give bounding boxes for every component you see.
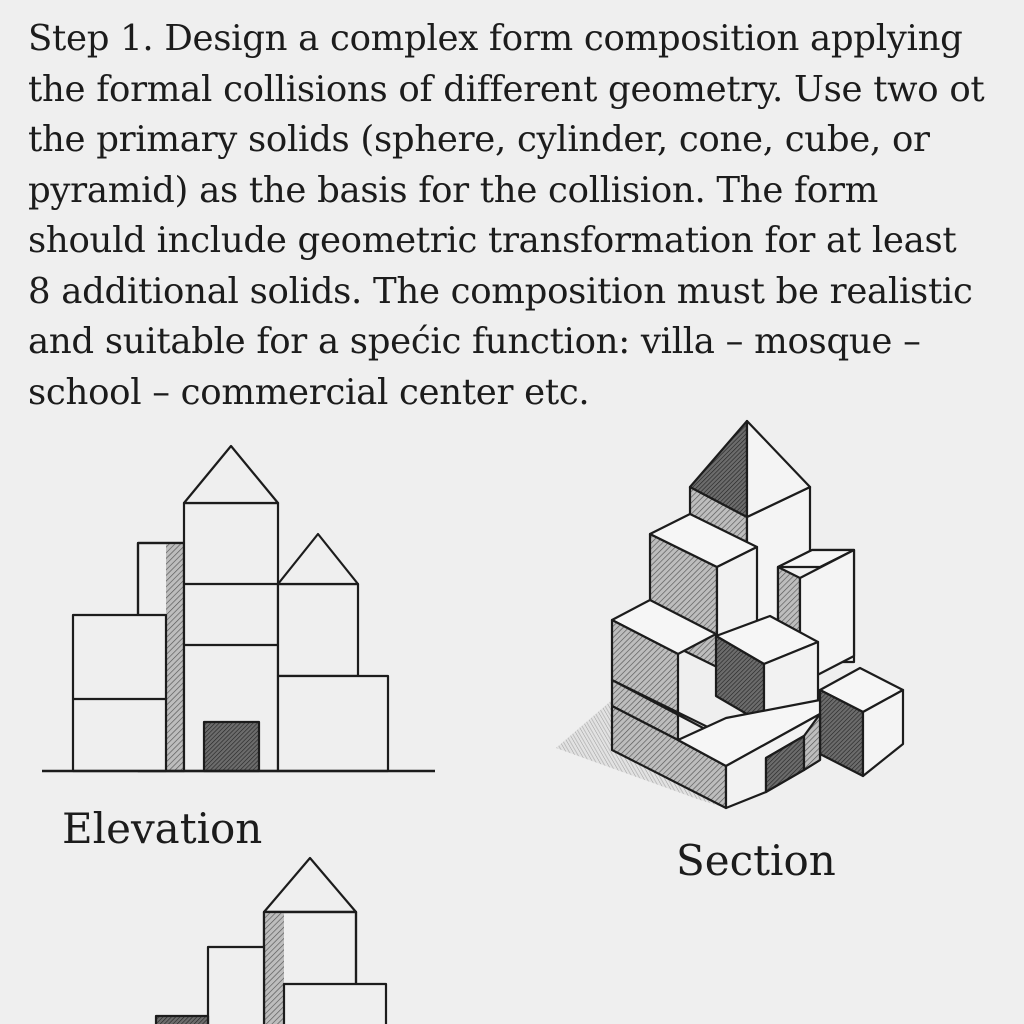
elevation-drawing <box>42 446 435 771</box>
instruction-line: school – commercial center etc. <box>28 371 590 413</box>
instruction-line: the primary solids (sphere, cylinder, cone, cube, or <box>28 119 930 160</box>
elevation-caption: Elevation <box>62 804 263 853</box>
section-caption: Section <box>676 836 836 885</box>
instruction-line: the formal collisions of different geometry. Use two ot <box>28 68 985 110</box>
instruction-line: should include geometric transformation for at least <box>28 220 957 261</box>
instruction-line: 8 additional solids. The composition must be realistic <box>28 270 973 312</box>
instruction-line: Step 1. Design a complex form composition applying <box>28 18 963 59</box>
partial-elevation-drawing <box>156 858 386 1024</box>
instruction-line: pyramid) as the basis for the collision. The form <box>28 169 879 211</box>
section-drawing <box>556 421 903 808</box>
instruction-line: and suitable for a spećic function: villa – mosque – <box>28 321 921 362</box>
